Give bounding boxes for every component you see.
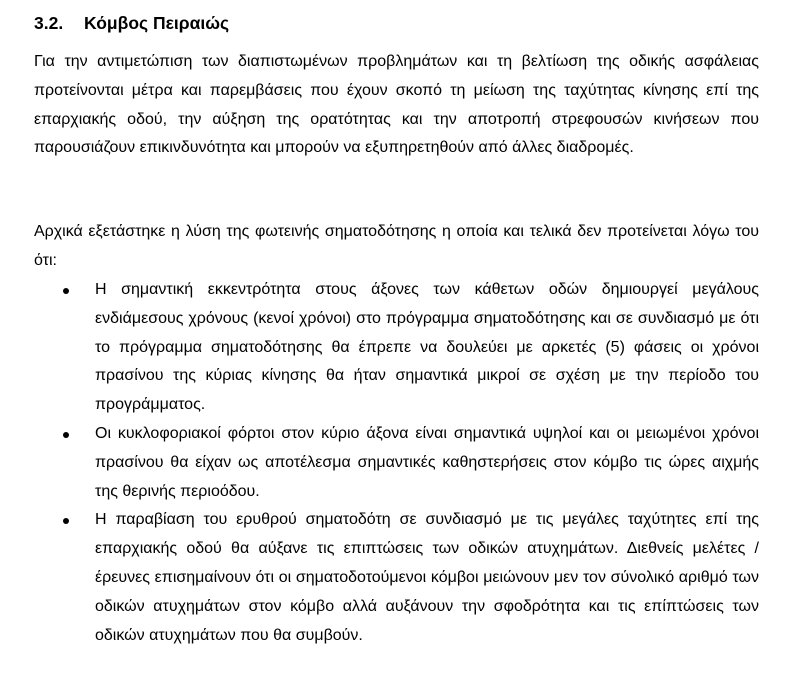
list-item-text: Οι κυκλοφοριακοί φόρτοι στον κύριο άξονα είναι σημαντικά υψηλοί και οι μειωμένοι χρόνοι πρασίνου θα είχαν ως αποτέλεσμα σημαντικές καθηστερήσεις στον κόμβο τις ώρες αιχμής της θερινής περιοόδου. (95, 424, 759, 500)
bullet-icon (63, 432, 69, 438)
intro-paragraph: Για την αντιμετώπιση των διαπιστωμένων προβλημάτων και τη βελτίωση της οδικής ασφάλειας προτείνονται μέτρα και παρεμβάσεις που έχουν σκοπό τη μείωση της ταχύτητας κίνησης επί της επαρχιακής οδού, την αύξηση της ορατότητας και την αποτροπή στρεφουσών κινήσεων που παρουσιάζουν επικινδυνότητα και μπορούν να εξυπηρετηθούν από άλλες διαδρομές. (34, 53, 759, 157)
list-item (34, 420, 759, 506)
section-title: Κόμβος Πειραιώς (84, 13, 230, 33)
reasons-list (34, 276, 759, 650)
bullet-icon (63, 288, 69, 294)
list-item (34, 276, 759, 420)
list-item (34, 506, 759, 650)
section-heading (34, 12, 229, 34)
section-number: 3.2. (34, 13, 64, 33)
lead-paragraph: Αρχικά εξετάστηκε η λύση της φωτεινής σηματοδότησης η οποία και τελικά δεν προτείνεται λόγω του ότι: (34, 223, 759, 269)
bullet-icon (63, 518, 69, 524)
list-item-text: Η παραβίαση του ερυθρού σηματοδότη σε συνδιασμό με τις μεγάλες ταχύτητες επί της επαρχιακής οδού θα αύξανε τις επιπτώσεις των οδικών ατυχημάτων. Διεθνείς μελέτες / έρευνες επισημαίνουν ότι οι σηματοδοτούμενοι κόμβοι μειώνουν μεν τον σύνολικό αριθμό των οδικών ατυχημάτων στον κόμβο αλλά αυξάνουν την σφοδρότητα και τις επίπτώσεις των οδικών ατυχημάτων που θα συμβούν. (95, 511, 759, 644)
list-item-text: Η σημαντική εκκεντρότητα στους άξονες των κάθετων οδών δημιουργεί μεγάλους ενδιάμεσους χρόνους (κενοί χρόνοι) στο πρόγραμμα σηματοδότησης και σε συνδιασμό με ότι το πρόγραμμα σηματοδότησης θα έπρεπε να δουλεύει με αρκετές (5) φάσεις οι χρόνοι πρασίνου της κύριας κίνησης θα ήταν σημαντικά μικροί σε σχέση με την περίοδο του προγράμματος. (95, 281, 759, 414)
